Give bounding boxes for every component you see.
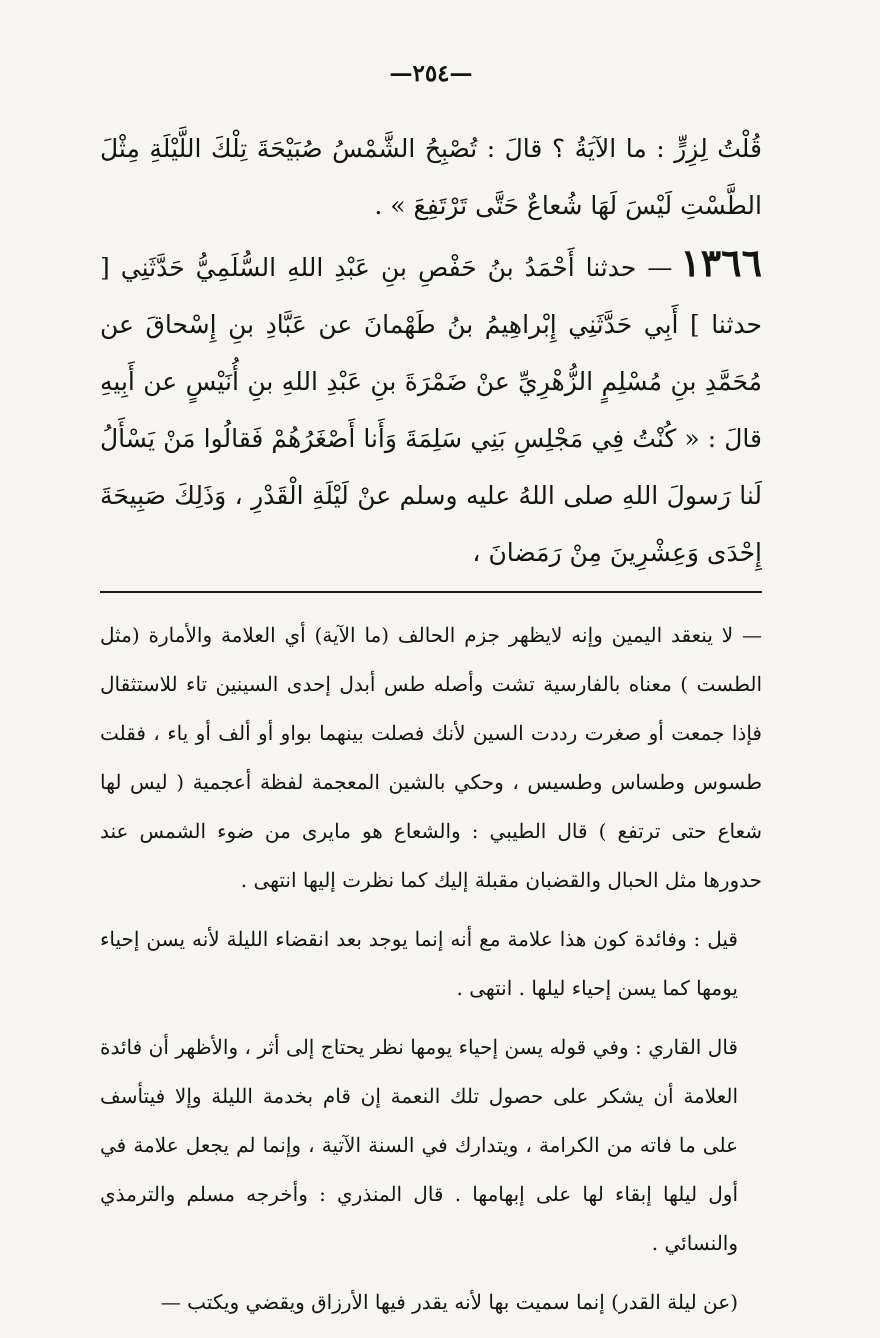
hadith-body: — حدثنا أَحْمَدُ بنُ حَفْصِ بنِ عَبْدِ اللهِ السُّلَمِيُّ حَدَّثَنِي [ حدثنا ] أَبِي حَدَّثَنِي إِبْراهِيمُ بنُ طَهْمانَ عن عَبَّادِ بنِ إِسْحاقَ عن مُحَمَّدِ بنِ مُسْلِمٍ الزُّهْرِيِّ عنْ ضَمْرَةَ بنِ عَبْدِ اللهِ بنِ أُنَيْسٍ عن أَبِيهِ قالَ : « كُنْتُ فِي مَجْلِسِ بَنِي سَلِمَةَ وَأَنا أَصْغَرُهُمْ فَقالُوا مَنْ يَسْأَلُ لَنا رَسولَ اللهِ صلى اللهُ عليه وسلم عنْ لَيْلَةِ الْقَدْرِ ، وَذَلِكَ صَبِيحَةَ إِحْدَى وَعِشْرِينَ مِنْ رَمَضانَ ، [100, 253, 762, 567]
hadith-number: ١٣٦٦ [680, 240, 762, 285]
footnote-divider [100, 591, 762, 593]
main-paragraph-2 [100, 234, 762, 581]
commentary-section [100, 611, 762, 1327]
commentary-paragraph-3: قال القاري : وفي قوله يسن إحياء يومها نظر يحتاج إلى أثر ، والأظهر أن فائدة العلامة أن يشكر على حصول تلك النعمة إن قام بخدمة الليلة وإلا فيتأسف على ما فاته من الكرامة ، ويتدارك في السنة الآتية ، وإنما لم يجعل علامة في أول ليلها إبقاء لها على إبهامها . قال المنذري : وأخرجه مسلم والترمذي والنسائي . [100, 1035, 738, 1255]
main-paragraph-1: قُلْتُ لِزِرٍّ : ما الآيَةُ ؟ قالَ : تُصْبِحُ الشَّمْسُ صُبَيْحَةَ تِلْكَ اللَّيْلَةِ مِثْلَ الطَّسْتِ لَيْسَ لَهَا شُعاعٌ حَتَّى تَرْتَفِعَ » . [100, 134, 762, 220]
page-number: —٢٥٤— [389, 60, 473, 87]
commentary-paragraph-1: — لا ينعقد اليمين وإنه لايظهر جزم الحالف (ما الآية) أي العلامة والأمارة (مثل الطست ) معناه بالفارسية تشت وأصله طس أبدل إحدى السينين تاء للاستثقال فإذا جمعت أو صغرت رددت السين لأنك فصلت بينهما بواو أو ألف أو ياء ، فقلت طسوس وطساس وطسيس ، وحكي بالشين المعجمة لفظة أعجمية ( ليس لها شعاع حتى ترتفع ) قال الطيبي : والشعاع هو مايرى من ضوء الشمس عند حدورها مثل الحبال والقضبان مقبلة إليك كما نظرت إليها انتهى . [100, 623, 762, 892]
document-page [100, 52, 762, 1314]
commentary-paragraph-4: (عن ليلة القدر) إنما سميت بها لأنه يقدر فيها الأرزاق ويقضي ويكتب — [160, 1290, 738, 1314]
commentary-paragraph-2: قيل : وفائدة كون هذا علامة مع أنه إنما يوجد بعد انقضاء الليلة لأنه يسن إحياء يومها كما يسن إحياء ليلها . انتهى . [100, 927, 738, 1000]
hadith-text [100, 120, 762, 581]
